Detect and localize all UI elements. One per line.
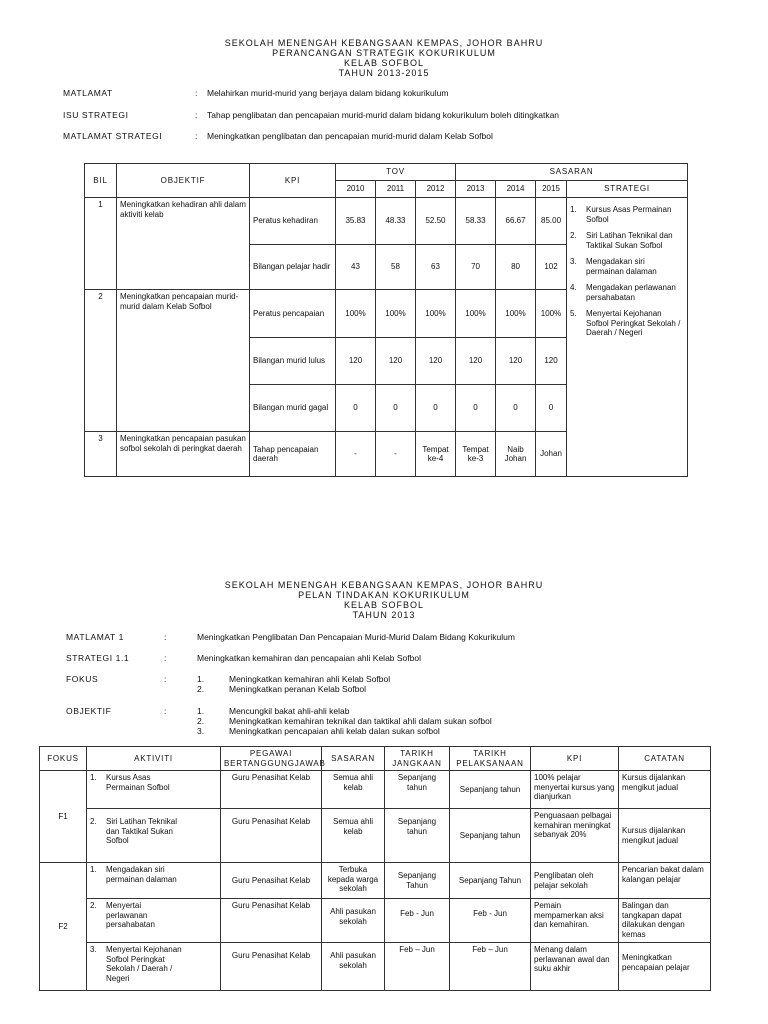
value-cell: 120: [496, 338, 536, 385]
kpi-cell: Pemain mempamerkan aksi dan kemahiran.: [531, 899, 619, 943]
value-cell: 100%: [496, 290, 536, 338]
value-cell: 102: [536, 245, 567, 290]
doc2-header-club: KELAB SOFBOL: [343, 600, 425, 610]
objektif-list-item: Mencungkil bakat ahli-ahli kelab: [229, 706, 350, 716]
value-cell: 120: [536, 338, 567, 385]
value-cell: 58.33: [456, 198, 496, 245]
pegawai-cell: Guru Penasihat Kelab: [221, 809, 322, 863]
pelaksanaan-cell: Feb - Jun: [450, 899, 531, 943]
colon: :: [195, 131, 198, 141]
kpi-cell: Peratus kehadiran: [250, 198, 336, 245]
kpi-cell: 100% pelajar menyertai kursus yang dianjurkan: [531, 771, 619, 809]
value-cell: 52.50: [416, 198, 456, 245]
value-cell: Tempat ke-3: [456, 432, 496, 477]
kpi-cell: Peratus pencapaian: [250, 290, 336, 338]
value-cell: Naib Johan: [496, 432, 536, 477]
bil-cell: 1: [85, 198, 117, 290]
objektif-cell: Meningkatkan pencapaian murid-murid dalam Kelab Sofbol: [117, 290, 250, 432]
colon: :: [164, 706, 167, 716]
aktiviti-cell: 1. Mengadakan siri permainan dalaman: [87, 863, 221, 899]
strategi-list-cell: [567, 198, 688, 477]
value-cell: 58: [376, 245, 416, 290]
value-cell: 70: [456, 245, 496, 290]
doc2-header-school: SEKOLAH MENENGAH KEBANGSAAN KEMPAS, JOHOR BAHRU: [224, 580, 544, 590]
jangkaan-cell: Feb – Jun: [385, 943, 450, 991]
year-2011: 2011: [376, 181, 416, 198]
value-cell: Johan: [536, 432, 567, 477]
fokus-cell: F1: [40, 771, 87, 863]
value-cell: 0: [496, 385, 536, 432]
objektif-cell: Meningkatkan pencapaian pasukan sofbol sekolah di peringkat daerah: [117, 432, 250, 477]
kpi-cell: Penglibatan oleh pelajar sekolah: [531, 863, 619, 899]
year-2010: 2010: [336, 181, 376, 198]
objektif-cell: Meningkatkan kehadiran ahli dalam aktiviti kelab: [117, 198, 250, 290]
doc1-matlamat-strategi-value: Meningkatkan penglibatan dan pencapaian murid-murid dalam Kelab Sofbol: [207, 131, 493, 141]
pelaksanaan-cell: Sepanjang tahun: [450, 809, 531, 863]
strategi-item: 1. Kursus Asas Permainan Sofbol: [570, 205, 672, 224]
aktiviti-cell: 2. Menyertai perlawanan persahabatan: [87, 899, 221, 943]
doc1-isu-value: Tahap penglibatan dan pencapaian murid-murid dalam bidang kokurikulum boleh ditingkatkan: [207, 110, 560, 120]
value-cell: 43: [336, 245, 376, 290]
col-fokus: FOKUS: [40, 747, 87, 771]
jangkaan-cell: Feb - Jun: [385, 899, 450, 943]
strategi-item: 5. Menyertai Kejohanan Sofbol Peringkat Sekolah / Daerah / Negeri: [570, 309, 681, 337]
col-tov: TOV: [336, 164, 456, 181]
doc1-header-title: PERANCANGAN STRATEGIK KOKURIKULUM: [272, 48, 496, 58]
pegawai-cell: Guru Penasihat Kelab: [221, 771, 322, 809]
kpi-cell: Menang dalam perlawanan awal dan suku akhir: [531, 943, 619, 991]
doc2-strategi-value: Meningkatkan kemahiran dan pencapaian ahli Kelab Sofbol: [197, 653, 421, 663]
value-cell: 0: [376, 385, 416, 432]
col-bil: BIL: [85, 164, 117, 198]
doc1-matlamat-label: MATLAMAT: [63, 88, 113, 98]
col-sasaran: SASARAN: [322, 747, 385, 771]
sasaran-cell: Ahli pasukan sekolah: [322, 899, 385, 943]
value-cell: 100%: [536, 290, 567, 338]
sasaran-cell: Semua ahli kelab: [322, 809, 385, 863]
value-cell: 48.33: [376, 198, 416, 245]
doc1-header-year: TAHUN 2013-2015: [338, 68, 430, 78]
doc1-header-club: KELAB SOFBOL: [343, 58, 425, 68]
doc2-matlamat-label: MATLAMAT 1: [66, 632, 124, 642]
doc2-objektif-label: OBJEKTIF: [66, 706, 112, 716]
value-cell: 66.67: [496, 198, 536, 245]
catatan-cell: Balingan dan tangkapan dapat dilakukan dengan kemas: [619, 899, 711, 943]
catatan-cell: Kursus dijalankan mengikut jadual: [619, 809, 711, 863]
doc1-matlamat-strategi-label: MATLAMAT STRATEGI: [63, 131, 163, 141]
value-cell: 100%: [376, 290, 416, 338]
col-strategi: STRATEGI: [567, 181, 688, 198]
value-cell: 0: [336, 385, 376, 432]
col-aktiviti: AKTIVITI: [87, 747, 221, 771]
value-cell: 120: [376, 338, 416, 385]
year-2015: 2015: [536, 181, 567, 198]
sasaran-cell: Semua ahli kelab: [322, 771, 385, 809]
objektif-list-item: Meningkatkan pencapaian ahli kelab dalan sukan sofbol: [229, 726, 440, 736]
strategi-item: 4. Mengadakan perlawanan persahabatan: [570, 283, 676, 302]
strategic-plan-table: [84, 163, 688, 477]
aktiviti-cell: 2. Siri Latihan Teknikal dan Taktikal Sukan Sofbol: [87, 809, 221, 863]
value-cell: -: [376, 432, 416, 477]
value-cell: 100%: [456, 290, 496, 338]
colon: :: [195, 110, 198, 120]
value-cell: 85.00: [536, 198, 567, 245]
jangkaan-cell: Sepanjang Tahun: [385, 863, 450, 899]
pegawai-cell: Guru Penasihat Kelab: [221, 899, 322, 943]
value-cell: -: [336, 432, 376, 477]
pelaksanaan-cell: Sepanjang Tahun: [450, 863, 531, 899]
objektif-list-item: 2.: [197, 716, 205, 726]
fokus-list-item: Meningkatkan peranan Kelab Sofbol: [229, 684, 367, 694]
doc2-fokus-label: FOKUS: [66, 674, 99, 684]
value-cell: 0: [536, 385, 567, 432]
value-cell: 0: [416, 385, 456, 432]
doc2-header-title: PELAN TINDAKAN KOKURIKULUM: [298, 590, 470, 600]
fokus-list-item: 2.: [197, 684, 205, 694]
sasaran-cell: Ahli pasukan sekolah: [322, 943, 385, 991]
jangkaan-cell: Sepanjang tahun: [385, 771, 450, 809]
strategi-item: 3. Mengadakan siri permainan dalaman: [570, 257, 657, 276]
col-kpi: KPI: [531, 747, 619, 771]
kpi-cell: Bilangan pelajar hadir: [250, 245, 336, 290]
pelaksanaan-cell: Feb – Jun: [450, 943, 531, 991]
value-cell: 35.83: [336, 198, 376, 245]
doc1-header-school: SEKOLAH MENENGAH KEBANGSAAN KEMPAS, JOHOR BAHRU: [224, 38, 544, 48]
value-cell: Tempat ke-4: [416, 432, 456, 477]
colon: :: [164, 674, 167, 684]
aktiviti-cell: 3. Menyertai Kejohanan Sofbol Peringkat Sekolah / Daerah / Negeri: [87, 943, 221, 991]
bil-cell: 3: [85, 432, 117, 477]
kpi-cell: Tahap pencapaian daerah: [250, 432, 336, 477]
value-cell: 120: [456, 338, 496, 385]
doc2-header-year: TAHUN 2013: [352, 610, 416, 620]
value-cell: 100%: [336, 290, 376, 338]
colon: :: [195, 88, 198, 98]
pegawai-cell: Guru Penasihat Kelab: [221, 863, 322, 899]
sasaran-cell: Terbuka kepada warga sekolah: [322, 863, 385, 899]
doc2-strategi-label: STRATEGI 1.1: [66, 653, 130, 663]
col-kpi: KPI: [250, 164, 336, 198]
strategi-item: 2. Siri Latihan Teknikal dan Taktikal Sukan Sofbol: [570, 231, 673, 250]
kpi-cell: Penguasaan pelbagai kemahiran meningkat sebanyak 20%: [531, 809, 619, 863]
catatan-cell: Meningkatkan pencapaian pelajar: [619, 943, 711, 991]
jangkaan-cell: Sepanjang tahun: [385, 809, 450, 863]
value-cell: 0: [456, 385, 496, 432]
year-2012: 2012: [416, 181, 456, 198]
value-cell: 63: [416, 245, 456, 290]
year-2014: 2014: [496, 181, 536, 198]
action-plan-table: [39, 746, 711, 991]
value-cell: 120: [336, 338, 376, 385]
fokus-list-item: Meningkatkan kemahiran ahli Kelab Sofbol: [229, 674, 391, 684]
doc2-matlamat-value: Meningkatkan Penglibatan Dan Pencapaian Murid-Murid Dalam Bidang Kokurikulum: [197, 632, 515, 642]
doc1-isu-label: ISU STRATEGI: [63, 110, 129, 120]
value-cell: 80: [496, 245, 536, 290]
doc1-matlamat-value: Melahirkan murid-murid yang berjaya dalam bidang kokurikulum: [207, 88, 449, 98]
pelaksanaan-cell: Sepanjang tahun: [450, 771, 531, 809]
col-objektif: OBJEKTIF: [117, 164, 250, 198]
year-2013: 2013: [456, 181, 496, 198]
col-tarikh-jangkaan: TARIKH JANGKAAN: [385, 747, 450, 771]
kpi-cell: Bilangan murid lulus: [250, 338, 336, 385]
col-catatan: CATATAN: [619, 747, 711, 771]
colon: :: [164, 653, 167, 663]
col-pegawai: PEGAWAI BERTANGGUNGJAWAB: [221, 747, 322, 771]
aktiviti-cell: 1. Kursus Asas Permainan Sofbol: [87, 771, 221, 809]
objektif-list-item: 3.: [197, 726, 205, 736]
value-cell: 120: [416, 338, 456, 385]
col-tarikh-pelaksanaan: TARIKH PELAKSANAAN: [450, 747, 531, 771]
kpi-cell: Bilangan murid gagal: [250, 385, 336, 432]
pegawai-cell: Guru Penasihat Kelab: [221, 943, 322, 991]
colon: :: [164, 632, 167, 642]
col-sasaran: SASARAN: [456, 164, 688, 181]
fokus-list-item: 1.: [197, 674, 205, 684]
catatan-cell: Pencarian bakat dalam kalangan pelajar: [619, 863, 711, 899]
bil-cell: 2: [85, 290, 117, 432]
objektif-list-item: Meningkatkan kemahiran teknikal dan taktikal ahli dalam sukan sofbol: [229, 716, 492, 726]
objektif-list-item: 1.: [197, 706, 205, 716]
value-cell: 100%: [416, 290, 456, 338]
catatan-cell: Kursus dijalankan mengikut jadual: [619, 771, 711, 809]
fokus-cell: F2: [40, 863, 87, 991]
